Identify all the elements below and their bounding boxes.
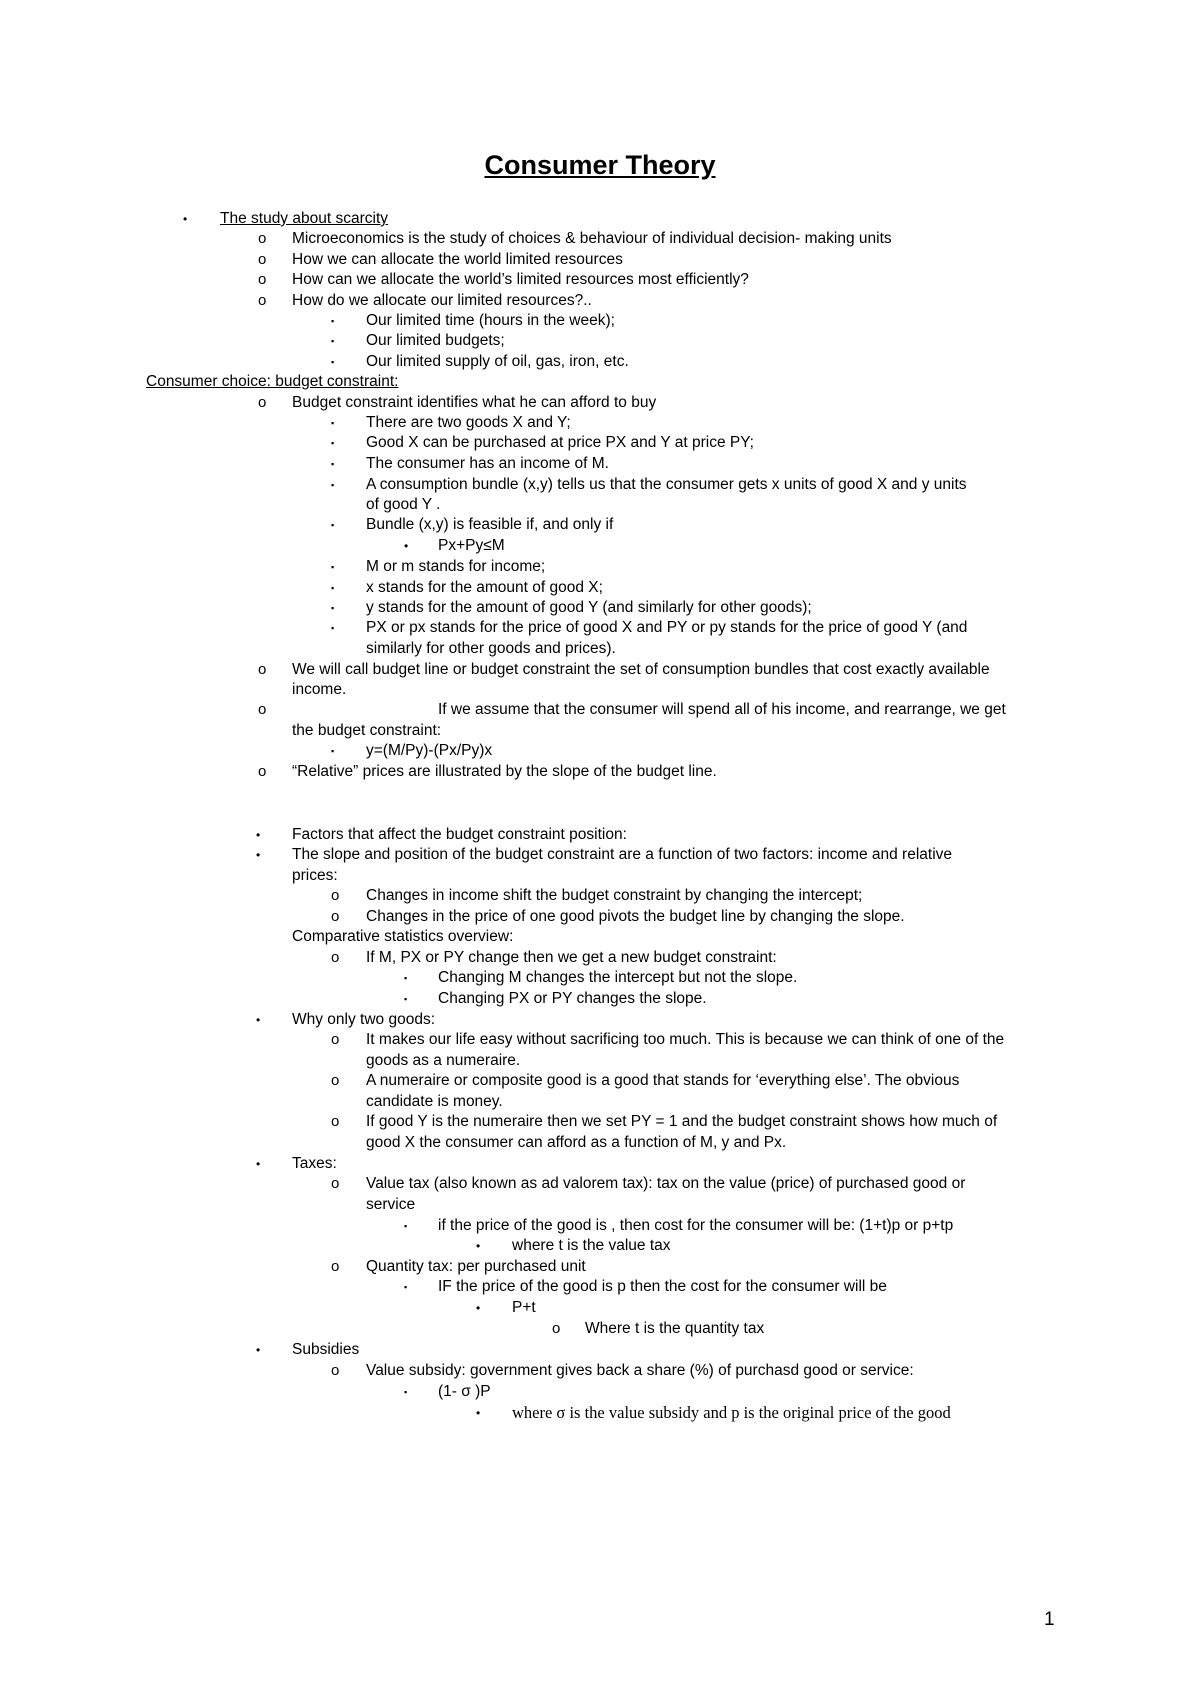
- list-marker: o: [331, 887, 340, 904]
- text-line: Bundle (x,y) is feasible if, and only if: [366, 516, 614, 533]
- text-line: PX or px stands for the price of good X and PY or py stands for the price of good Y (and: [366, 619, 968, 636]
- text-line: Our limited supply of oil, gas, iron, etc.: [366, 353, 629, 370]
- text-line: The study about scarcity: [220, 210, 388, 227]
- text-line: It makes our life easy without sacrificing too much. This is because we can think of one of the: [366, 1031, 1005, 1048]
- list-marker: o: [331, 1072, 340, 1089]
- list-marker: o: [258, 230, 267, 247]
- text-line: Changing M changes the intercept but not the slope.: [438, 969, 798, 986]
- text-line: M or m stands for income;: [366, 558, 546, 575]
- list-marker: ▪: [331, 603, 335, 613]
- text-line: “Relative” prices are illustrated by the slope of the budget line.: [292, 763, 717, 780]
- list-marker: o: [258, 661, 267, 678]
- text-line: Comparative statistics overview:: [292, 928, 514, 945]
- list-marker: o: [552, 1320, 561, 1337]
- document-title: Consumer Theory: [484, 150, 716, 180]
- text-line: The consumer has an income of M.: [366, 455, 609, 472]
- list-marker: •: [256, 1013, 261, 1027]
- text-line: Our limited budgets;: [366, 332, 505, 349]
- text-line: P+t: [512, 1299, 536, 1316]
- text-line: y=(M/Py)-(Px/Py)x: [366, 742, 493, 759]
- text-line: y stands for the amount of good Y (and similarly for other goods);: [366, 599, 812, 616]
- list-marker: •: [256, 828, 261, 842]
- list-marker: •: [183, 212, 188, 226]
- text-line: where t is the value tax: [512, 1237, 671, 1254]
- text-line: IF the price of the good is p then the cost for the consumer will be: [438, 1278, 887, 1295]
- text-line: similarly for other goods and prices).: [366, 640, 616, 657]
- list-marker: o: [331, 1258, 340, 1275]
- list-marker: o: [331, 1175, 340, 1192]
- list-marker: ▪: [331, 459, 335, 469]
- text-line: How can we allocate the world’s limited resources most efficiently?: [292, 271, 749, 288]
- text-line: Consumer choice: budget constraint:: [146, 373, 399, 390]
- list-marker: o: [258, 271, 267, 288]
- text-line: goods as a numeraire.: [366, 1052, 521, 1069]
- text-line: Good X can be purchased at price PX and Y at price PY;: [366, 434, 754, 451]
- text-line: We will call budget line or budget constraint the set of consumption bundles that cost exactly available: [292, 661, 990, 678]
- list-marker: ▪: [404, 1282, 408, 1292]
- text-line: How we can allocate the world limited resources: [292, 251, 623, 268]
- list-marker: ▪: [404, 1221, 408, 1231]
- text-line: Quantity tax: per purchased unit: [366, 1258, 586, 1275]
- list-marker: o: [331, 908, 340, 925]
- list-marker: •: [476, 1406, 481, 1420]
- list-marker: ▪: [331, 438, 335, 448]
- list-marker: ▪: [404, 973, 408, 983]
- text-line: Factors that affect the budget constraint position:: [292, 826, 627, 843]
- text-line: Microeconomics is the study of choices & behaviour of individual decision- making units: [292, 230, 892, 247]
- text-line: income.: [292, 681, 347, 698]
- list-marker: •: [476, 1239, 481, 1253]
- list-marker: o: [258, 251, 267, 268]
- list-marker: ▪: [404, 1387, 408, 1397]
- text-line: if the price of the good is , then cost for the consumer will be: (1+t)p or p+tp: [438, 1217, 954, 1234]
- text-line: candidate is money.: [366, 1093, 503, 1110]
- page-number: 1: [1044, 1609, 1055, 1630]
- text-line: Where t is the quantity tax: [585, 1320, 765, 1337]
- list-marker: ▪: [331, 480, 335, 490]
- list-marker: •: [256, 1343, 261, 1357]
- text-line: Budget constraint identifies what he can afford to buy: [292, 394, 657, 411]
- list-marker: o: [331, 949, 340, 966]
- text-line: Px+Py≤M: [438, 537, 505, 554]
- text-line: If M, PX or PY change then we get a new budget constraint:: [366, 949, 777, 966]
- list-marker: •: [256, 1157, 261, 1171]
- text-line: How do we allocate our limited resources?..: [292, 292, 592, 309]
- list-marker: ▪: [331, 562, 335, 572]
- list-marker: ▪: [331, 316, 335, 326]
- list-marker: •: [404, 539, 409, 553]
- text-line: good X the consumer can afford as a function of M, y and Px.: [366, 1134, 787, 1151]
- list-marker: •: [256, 848, 261, 862]
- text-line: If we assume that the consumer will spend all of his income, and rearrange, we get: [438, 701, 1006, 718]
- list-marker: o: [258, 292, 267, 309]
- list-marker: o: [258, 394, 267, 411]
- list-marker: o: [331, 1113, 340, 1130]
- text-line: Changes in the price of one good pivots the budget line by changing the slope.: [366, 908, 905, 925]
- list-marker: •: [476, 1301, 481, 1315]
- list-marker: o: [258, 701, 267, 718]
- list-marker: ▪: [331, 418, 335, 428]
- text-line: Why only two goods:: [292, 1011, 436, 1028]
- text-line: Changes in income shift the budget constraint by changing the intercept;: [366, 887, 863, 904]
- text-line: Value tax (also known as ad valorem tax): tax on the value (price) of purchased good or: [366, 1175, 966, 1192]
- list-marker: ▪: [331, 336, 335, 346]
- text-line: prices:: [292, 867, 338, 884]
- list-marker: o: [258, 763, 267, 780]
- text-line: If good Y is the numeraire then we set PY = 1 and the budget constraint shows how much of: [366, 1113, 998, 1130]
- text-line: A consumption bundle (x,y) tells us that the consumer gets x units of good X and y units: [366, 476, 967, 493]
- text-line: A numeraire or composite good is a good that stands for ‘everything else’. The obvious: [366, 1072, 960, 1089]
- text-line: Value subsidy: government gives back a share (%) of purchasd good or service:: [366, 1362, 914, 1379]
- text-line: (1- σ )P: [438, 1383, 491, 1400]
- list-marker: ▪: [331, 520, 335, 530]
- text-line: Changing PX or PY changes the slope.: [438, 990, 707, 1007]
- text-line: There are two goods X and Y;: [366, 414, 571, 431]
- list-marker: ▪: [331, 583, 335, 593]
- text-line: where σ is the value subsidy and p is the original price of the good: [512, 1403, 951, 1422]
- text-line: Taxes:: [292, 1155, 337, 1172]
- list-marker: ▪: [331, 357, 335, 367]
- text-line: Subsidies: [292, 1341, 360, 1358]
- list-marker: o: [331, 1362, 340, 1379]
- text-line: x stands for the amount of good X;: [366, 579, 603, 596]
- list-marker: ▪: [404, 994, 408, 1004]
- text-line: Our limited time (hours in the week);: [366, 312, 615, 329]
- text-line: service: [366, 1196, 416, 1213]
- list-marker: ▪: [331, 623, 335, 633]
- text-line: the budget constraint:: [292, 722, 442, 739]
- list-marker: ▪: [331, 746, 335, 756]
- text-line: The slope and position of the budget constraint are a function of two factors: income and relative: [292, 846, 953, 863]
- text-line: of good Y .: [366, 496, 441, 513]
- list-marker: o: [331, 1031, 340, 1048]
